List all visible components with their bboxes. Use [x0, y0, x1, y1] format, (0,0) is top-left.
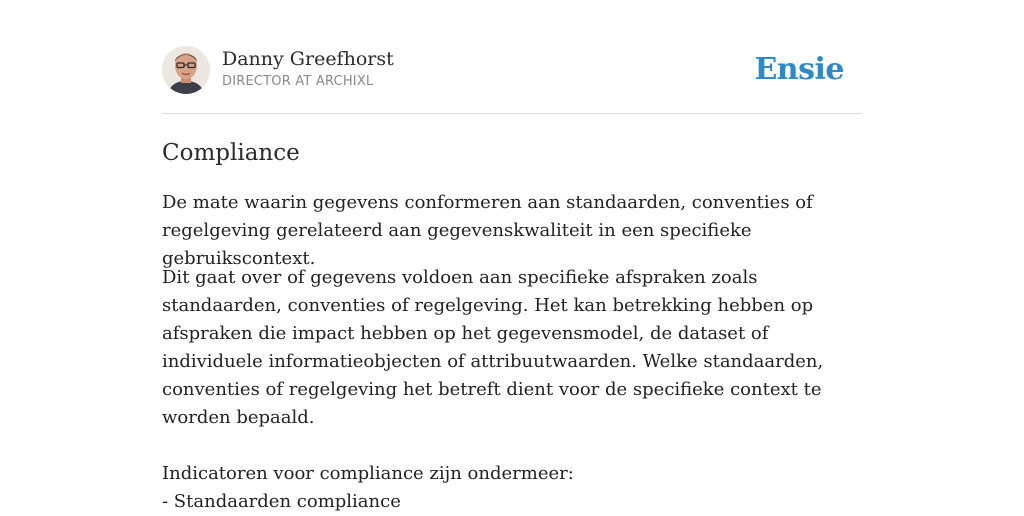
header-divider — [162, 113, 862, 114]
ensie-logo[interactable]: Ensie — [754, 52, 844, 87]
author-header — [162, 46, 862, 96]
avatar-photo-icon — [162, 46, 210, 94]
avatar[interactable] — [162, 46, 210, 94]
entry-explanation: Dit gaat over of gegevens voldoen aan specifieke afspraken zoals standaarden, conventies of regelgeving. Het kan betrekking hebben op afspraken die impact hebben op het gegevensmodel, de dataset of individuele informatieobjecten of attribuutwaarden. Welke standaarden, conventies of regelgeving het betreft dient voor de specifieke context te worden bepaald. Indicatoren voor compliance zijn ondermeer: - Standaarden compliance — [162, 267, 824, 512]
entry-definition: De mate waarin gegevens conformeren aan standaarden, conventies of regelgeving gerelateerd aan gegevenskwaliteit in een specifieke gebruikscontext. — [162, 192, 813, 269]
entry-card — [162, 0, 862, 512]
author-role: DIRECTOR AT ARCHIXL — [222, 74, 374, 89]
entry-title: Compliance — [162, 140, 300, 166]
author-name[interactable]: Danny Greefhorst — [222, 48, 394, 70]
